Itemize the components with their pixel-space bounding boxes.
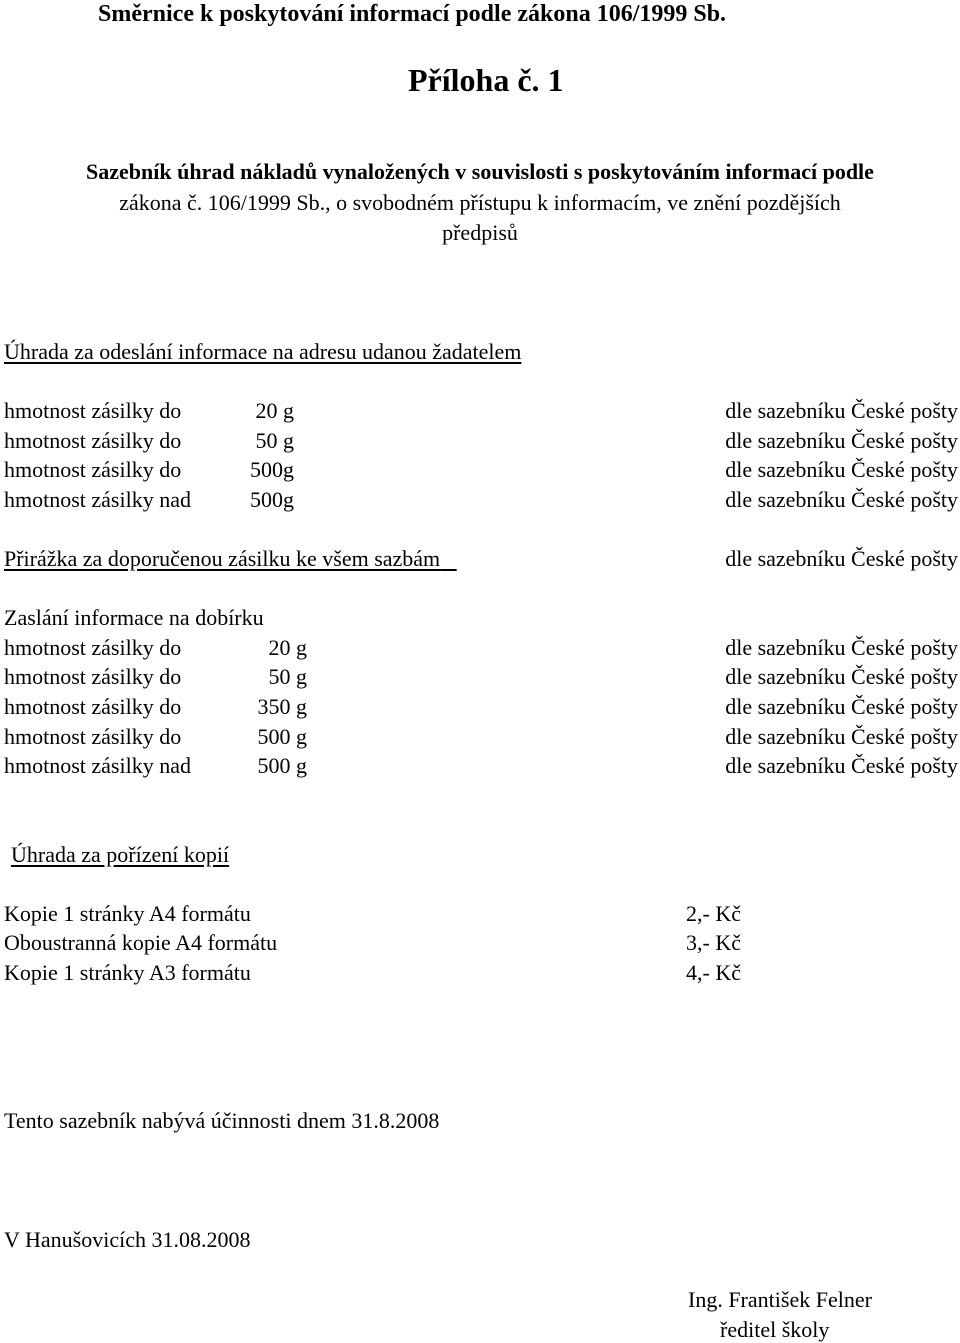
cod-row-weight: 20 g [268,635,307,660]
cod-row-label: hmotnost zásilky do [4,694,182,719]
copies-row-label: Oboustranná kopie A4 formátu [4,930,278,955]
mailing-row-price: dle sazebníku České pošty [725,428,958,453]
copies-heading: Úhrada za pořízení kopií [11,842,230,867]
cod-row-price: dle sazebníku České pošty [725,635,958,660]
copies-row-price: 2,- Kč [686,901,741,926]
effective-date: Tento sazebník nabývá účinnosti dnem 31.8.2008 [4,1108,440,1133]
title-line-2: zákona č. 106/1999 Sb., o svobodném přístupu k informacím, ve znění pozdějších [119,190,841,215]
cod-row-label: hmotnost zásilky do [4,724,182,749]
mailing-row-weight: 500g [250,487,294,512]
cod-row-weight: 500 g [257,724,307,749]
cod-row-label: hmotnost zásilky do [4,664,182,689]
cod-row-label: hmotnost zásilky nad [4,753,191,778]
surcharge-label [4,548,457,570]
mailing-row-label: hmotnost zásilky nad [4,487,191,512]
mailing-heading: Úhrada za odeslání informace na adresu udanou žadatelem [4,339,522,364]
cod-row-weight: 500 g [257,753,307,778]
signature-role: ředitel školy [720,1317,830,1342]
cod-row-label: hmotnost zásilky do [4,635,182,660]
cod-row-weight: 350 g [257,694,307,719]
cod-row-price: dle sazebníku České pošty [725,664,958,689]
document-header: Směrnice k poskytování informací podle zákona 106/1999 Sb. [98,1,727,27]
cod-row-price: dle sazebníku České pošty [725,694,958,719]
cod-row-weight: 50 g [268,664,307,689]
mailing-row-label: hmotnost zásilky do [4,457,182,482]
mailing-row-price: dle sazebníku České pošty [725,398,958,423]
cod-heading: Zaslání informace na dobírku [4,605,264,630]
attachment-title: Příloha č. 1 [408,62,564,98]
title-line-1: Sazebník úhrad nákladů vynaložených v souvislosti s poskytováním informací podle [86,159,874,184]
surcharge-label-text: Přirážka za doporučenou zásilku ke všem sazbám [4,546,441,571]
signature-name: Ing. František Felner [688,1287,872,1312]
mailing-row-label: hmotnost zásilky do [4,398,182,423]
mailing-row-price: dle sazebníku České pošty [725,457,958,482]
mailing-row-weight: 20 g [255,398,294,423]
cod-row-price: dle sazebníku České pošty [725,753,958,778]
copies-row-price: 4,- Kč [686,960,741,985]
mailing-row-price: dle sazebníku České pošty [725,487,958,512]
copies-row-label: Kopie 1 stránky A3 formátu [4,960,251,985]
mailing-row-label: hmotnost zásilky do [4,428,182,453]
mailing-row-weight: 50 g [255,428,294,453]
surcharge-price: dle sazebníku České pošty [725,546,958,571]
mailing-row-weight: 500g [250,457,294,482]
place-and-date: V Hanušovicích 31.08.2008 [4,1227,251,1252]
title-line-3: předpisů [442,220,518,245]
copies-row-price: 3,- Kč [686,930,741,955]
copies-row-label: Kopie 1 stránky A4 formátu [4,901,251,926]
cod-row-price: dle sazebníku České pošty [725,724,958,749]
